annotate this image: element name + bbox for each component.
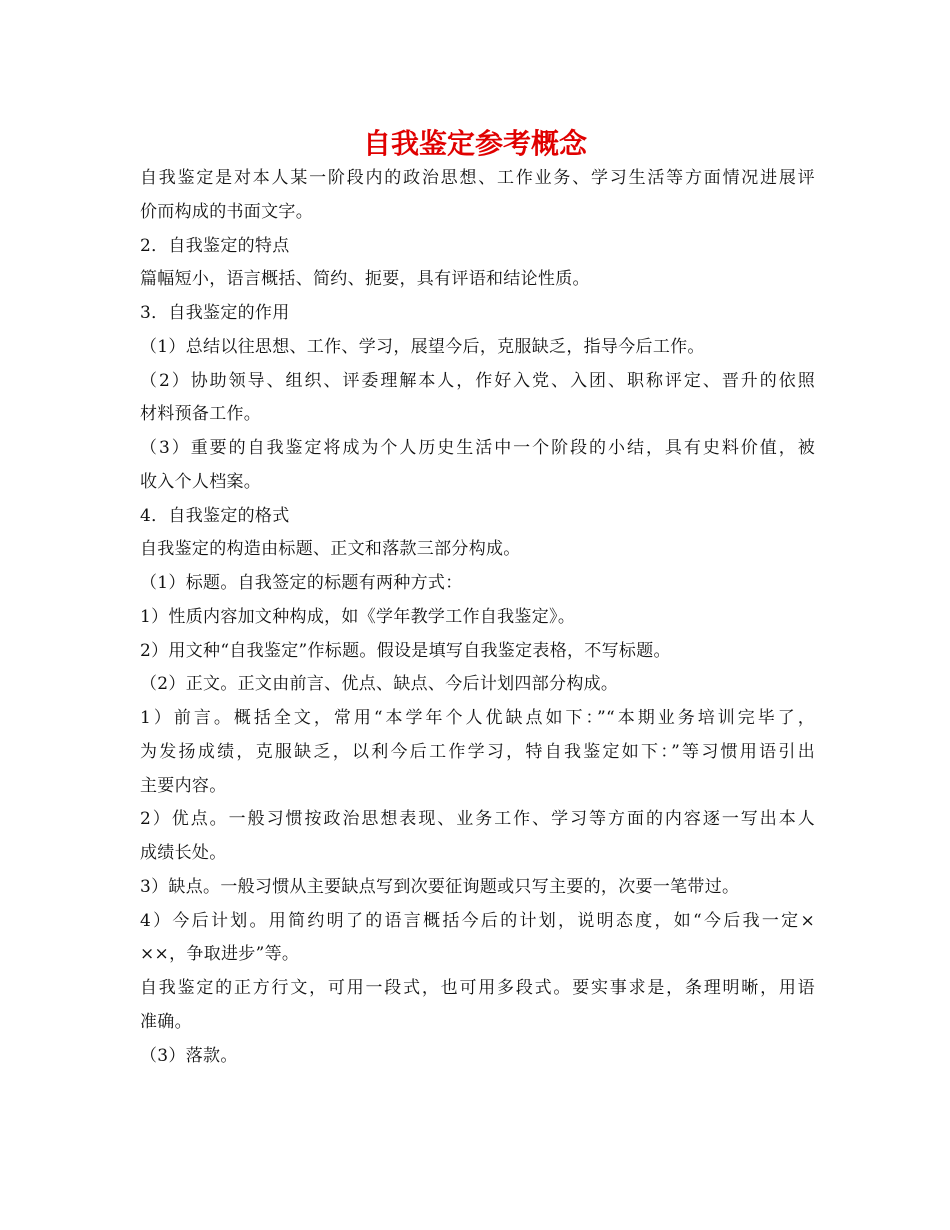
section-heading: 3．自我鉴定的作用 — [140, 303, 290, 323]
text-line: （3）落款。 — [140, 1045, 238, 1066]
text-line: （3）重要的自我鉴定将成为个人历史生活中一个阶段的小结，具有史料价值，被 — [140, 438, 815, 458]
text-line: 自我鉴定的构造由标题、正文和落款三部分构成。 — [140, 539, 521, 560]
text-line: 主要内容。 — [140, 775, 227, 796]
text-line: 准确。 — [140, 1011, 192, 1032]
document-title: 自我鉴定参考概念 — [362, 127, 587, 160]
text-line: 自我鉴定是对本人某一阶段内的政治思想、工作业务、学习生活等方面情况进展评 — [140, 168, 815, 188]
text-line: 2）用文种“自我鉴定”作标题。假设是填写自我鉴定表格，不写标题。 — [140, 640, 671, 661]
text-line: 1）性质内容加文种构成，如《学年教学工作自我鉴定》。 — [140, 606, 576, 627]
text-line: （1）总结以往思想、工作、学习，展望今后，克服缺乏，指导今后工作。 — [140, 336, 705, 357]
text-line: 材料预备工作。 — [140, 404, 262, 425]
text-line: 2）优点。一般习惯按政治思想表现、业务工作、学习等方面的内容逐一写出本人 — [140, 809, 815, 830]
text-line: （1）标题。自我签定的标题有两种方式： — [140, 573, 463, 593]
text-line: （2）正文。正文由前言、优点、缺点、今后计划四部分构成。 — [140, 674, 619, 695]
text-line: 1）前言。概括全文，常用“本学年个人优缺点如下：”“本期业务培训完毕了， — [140, 708, 815, 728]
text-line: 4）今后计划。用简约明了的语言概括今后的计划，说明态度，如“今后我一定× — [140, 910, 815, 931]
text-line: 自我鉴定的正方行文，可用一段式，也可用多段式。要实事求是，条理明晰，用语 — [140, 978, 815, 998]
section-heading: 4．自我鉴定的格式 — [140, 505, 290, 526]
text-line: 收入个人档案。 — [140, 471, 262, 492]
text-line: （2）协助领导、组织、评委理解本人，作好入党、入团、职称评定、晋升的依照 — [140, 370, 815, 391]
text-line: ××，争取进步”等。 — [140, 944, 300, 965]
text-line: 价而构成的书面文字。 — [140, 201, 313, 222]
section-heading: 2．自我鉴定的特点 — [140, 235, 290, 256]
text-line: 为发扬成绩，克服缺乏，以利今后工作学习，特自我鉴定如下：”等习惯用语引出 — [140, 741, 815, 762]
text-line: 篇幅短小，语言概括、简约、扼要，具有评语和结论性质。 — [140, 269, 590, 290]
text-line: 成绩长处。 — [140, 843, 227, 863]
document-body — [140, 162, 815, 1073]
text-line: 3）缺点。一般习惯从主要缺点写到次要征询题或只写主要的，次要一笔带过。 — [140, 876, 740, 897]
